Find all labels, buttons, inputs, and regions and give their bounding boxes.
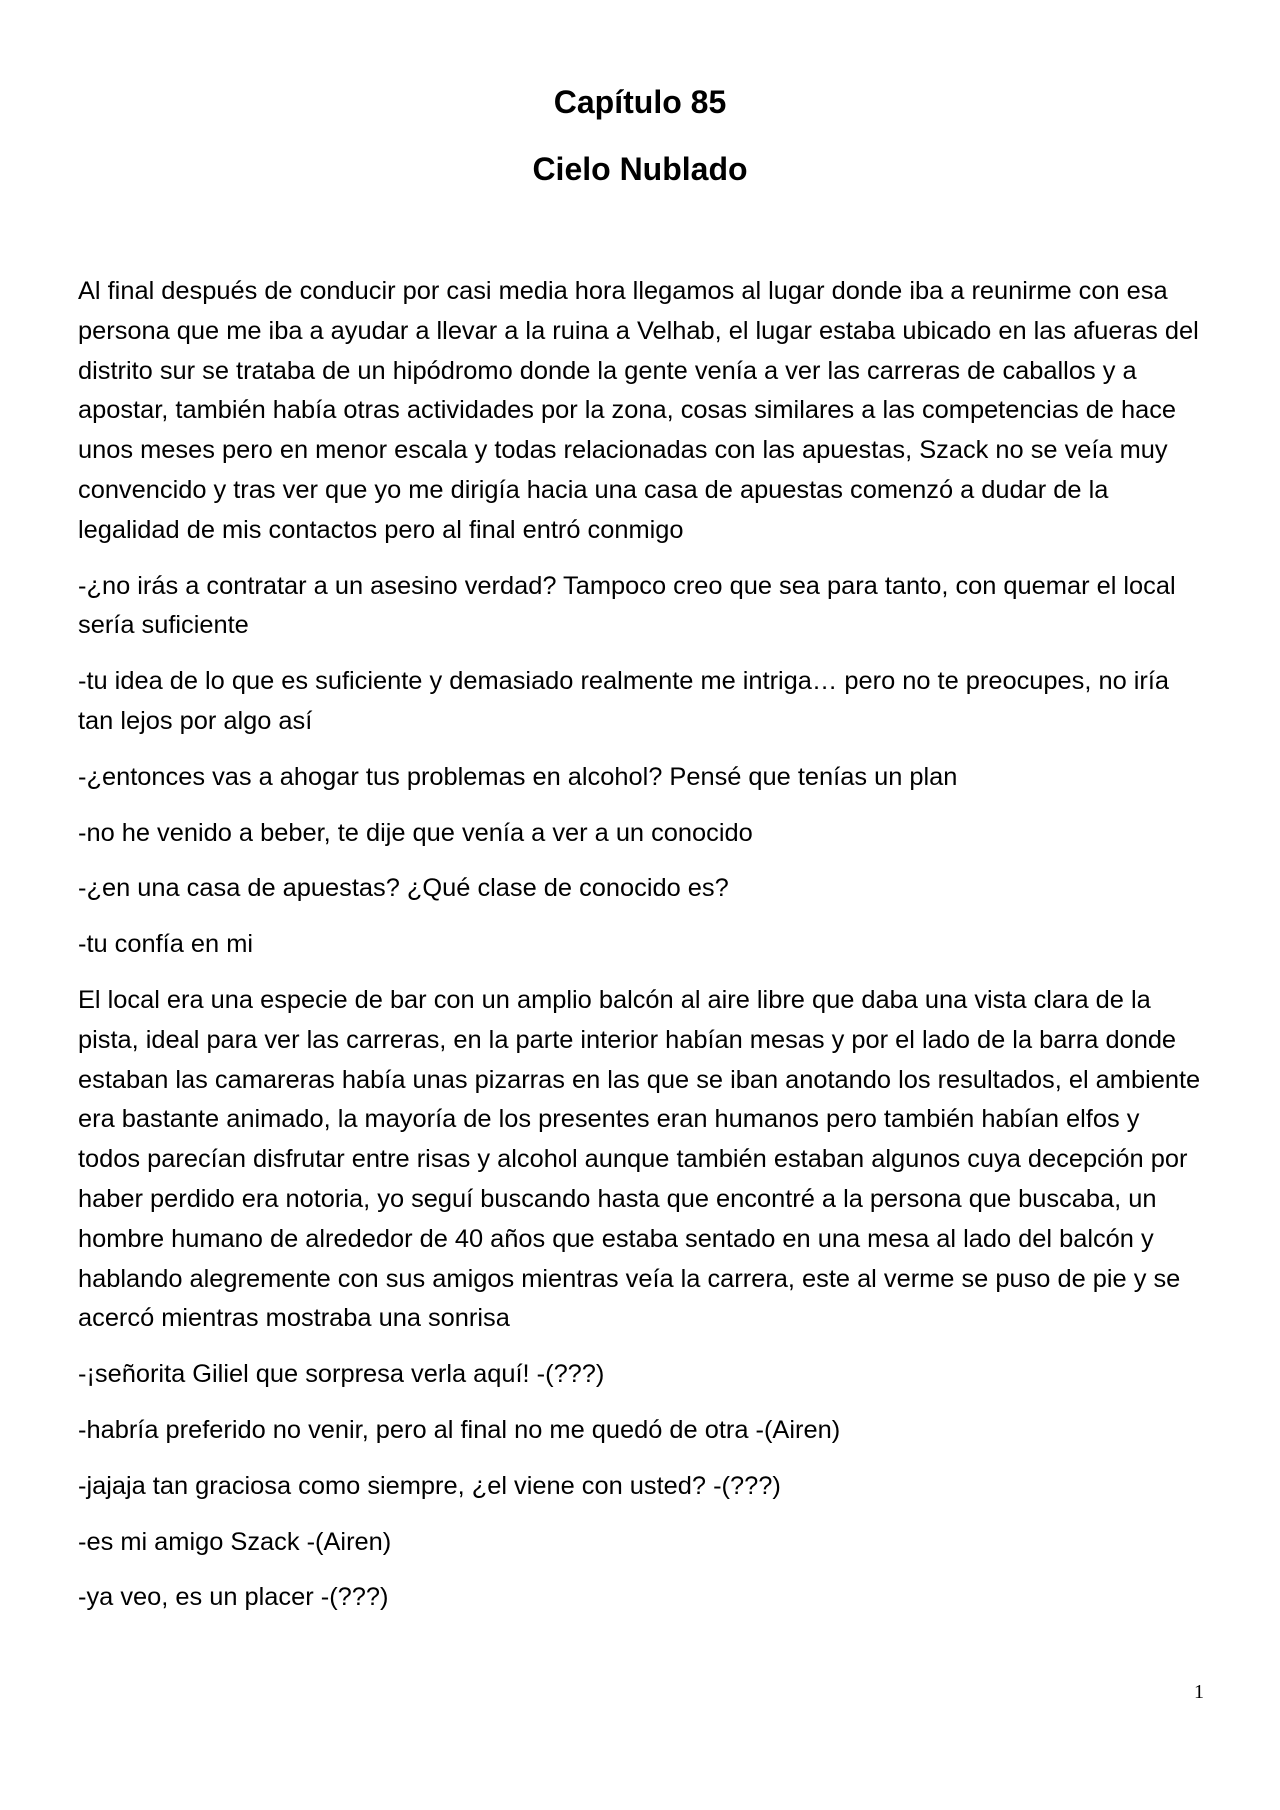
paragraph: Al final después de conducir por casi media hora llegamos al lugar donde iba a reunirme con esa persona que me iba a ayudar a llevar a la ruina a Velhab, el lugar estaba ubicado en las afueras del distrito sur se trataba de un hipódromo donde la gente venía a ver las carreras de caballos y a apostar, también había otras actividades por la zona, cosas similares a las competencias de hace unos meses pero en menor escala y todas relacionadas con las apuestas, Szack no se veía muy convencido y tras ver que yo me dirigía hacia una casa de apuestas comenzó a dudar de la legalidad de mis contactos pero al final entró conmigo	[78, 277, 1199, 544]
paragraph: -tu confía en mi	[78, 930, 253, 959]
body-text	[78, 272, 1204, 1634]
paragraph: -es mi amigo Szack -(Airen)	[78, 1527, 392, 1556]
paragraph: -¡señorita Giliel que sorpresa verla aquí! -(???)	[78, 1360, 605, 1389]
paragraph: -no he venido a beber, te dije que venía a ver a un conocido	[78, 818, 753, 847]
paragraph: El local era una especie de bar con un amplio balcón al aire libre que daba una vista clara de la pista, ideal para ver las carreras, en la parte interior habían mesas y por el lado de la barra donde estaban las camareras había unas pizarras en las que se iban anotando los resultados, el ambiente era bastante animado, la mayoría de los presentes eran humanos pero también habían elfos y todos parecían disfrutar entre risas y alcohol aunque también estaban algunos cuya decepción por haber perdido era notoria, yo seguí buscando hasta que encontré a la persona que buscaba, un hombre humano de alrededor de 40 años que estaba sentado en una mesa al lado del balcón y hablando alegremente con sus amigos mientras veía la carrera, este al verme se puso de pie y se acercó mientras mostraba una sonrisa	[78, 985, 1201, 1333]
paragraph: -jajaja tan graciosa como siempre, ¿el viene con usted? -(???)	[78, 1471, 781, 1500]
chapter-title: Cielo Nublado	[532, 151, 748, 187]
paragraph: -¿no irás a contratar a un asesino verdad? Tampoco creo que sea para tanto, con quemar el local sería suficiente	[78, 571, 1176, 640]
paragraph: -¿entonces vas a ahogar tus problemas en alcohol? Pensé que tenías un plan	[78, 762, 958, 791]
chapter-heading: Capítulo 85	[553, 84, 727, 120]
paragraph: -¿en una casa de apuestas? ¿Qué clase de conocido es?	[78, 874, 729, 903]
paragraph: -tu idea de lo que es suficiente y demasiado realmente me intriga… pero no te preocupes, no iría tan lejos por algo así	[78, 667, 1170, 735]
paragraph: -ya veo, es un placer -(???)	[78, 1583, 389, 1612]
paragraph: -habría preferido no venir, pero al final no me quedó de otra -(Airen)	[78, 1415, 841, 1444]
page-number: 1	[1194, 1681, 1204, 1703]
